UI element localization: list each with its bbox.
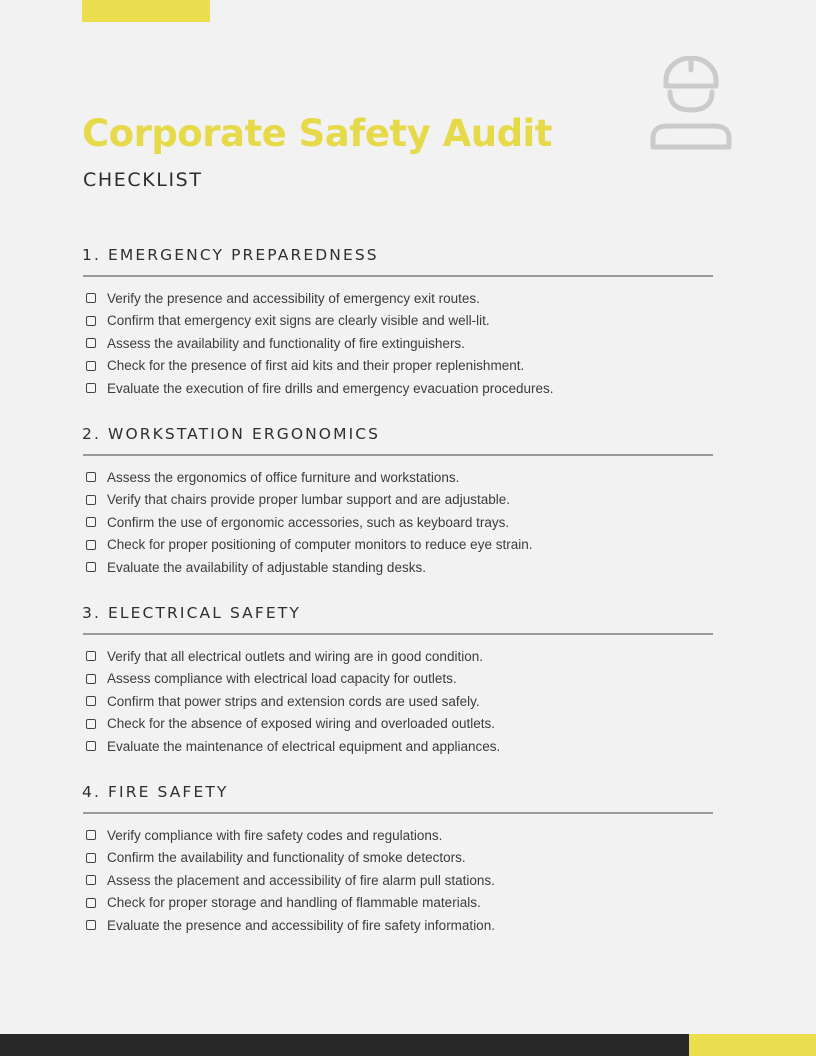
page-subtitle: CHECKLIST [83,169,203,191]
checklist-item [82,310,714,333]
checklist-item [82,668,714,691]
checkbox[interactable] [86,316,96,326]
checklist-item-text: Evaluate the maintenance of electrical equipment and appliances. [107,738,501,754]
checklist-item [82,847,714,870]
checkbox[interactable] [86,651,96,661]
section-title: 2. WORKSTATION ERGONOMICS [82,425,381,443]
checklist-item-text: Evaluate the availability of adjustable standing desks. [107,559,426,575]
checkbox[interactable] [86,696,96,706]
checklist-item-text: Assess the ergonomics of office furniture and workstations. [107,469,460,485]
checklist-item-text: Check for the absence of exposed wiring and overloaded outlets. [107,716,495,732]
checkbox[interactable] [86,338,96,348]
section-fire-safety [82,781,714,937]
checklist-item-text: Confirm the availability and functionality of smoke detectors. [107,850,466,866]
checkbox[interactable] [86,293,96,303]
checklist-item-text: Verify that chairs provide proper lumbar support and are adjustable. [107,492,510,508]
section-divider [83,275,713,277]
checklist-item-text: Confirm that power strips and extension cords are used safely. [107,693,480,709]
section-divider [83,812,713,814]
checkbox[interactable] [86,361,96,371]
checklist [82,287,714,400]
checklist-item-text: Check for proper positioning of computer monitors to reduce eye strain. [107,537,533,553]
checkbox[interactable] [86,517,96,527]
checklist-item [82,824,714,847]
checkbox[interactable] [86,674,96,684]
section-electrical-safety [82,602,714,758]
section-emergency-preparedness [82,244,714,400]
checklist-item [82,892,714,915]
checklist-item-text: Evaluate the execution of fire drills and emergency evacuation procedures. [107,380,554,396]
checklist-item [82,332,714,355]
checklist-item [82,869,714,892]
checklist-item [82,489,714,512]
checkbox[interactable] [86,540,96,550]
footer-accent-bar [689,1034,816,1056]
section-title: 3. ELECTRICAL SAFETY [82,604,301,622]
checklist-item-text: Evaluate the presence and accessibility of fire safety information. [107,917,495,933]
checkbox[interactable] [86,741,96,751]
checkbox[interactable] [86,562,96,572]
checklist-item [82,713,714,736]
checklist-item-text: Check for the presence of first aid kits and their proper replenishment. [107,358,525,374]
checklist [82,466,714,579]
checkbox[interactable] [86,472,96,482]
checkbox[interactable] [86,853,96,863]
checkbox[interactable] [86,875,96,885]
section-divider [83,454,713,456]
checklist-item [82,377,714,400]
page-title: Corporate Safety Audit [82,112,552,155]
checklist-item [82,466,714,489]
checklist-item-text: Confirm that emergency exit signs are clearly visible and well-lit. [107,313,490,329]
checklist-item [82,534,714,557]
checkbox[interactable] [86,920,96,930]
checklist-item-text: Confirm the use of ergonomic accessories, such as keyboard trays. [107,514,510,530]
checklist-item-text: Assess the availability and functionality of fire extinguishers. [107,335,465,351]
top-accent-bar [82,0,210,22]
checkbox[interactable] [86,830,96,840]
checklist-item-text: Verify compliance with fire safety codes and regulations. [107,827,443,843]
checklist-item [82,690,714,713]
checkbox[interactable] [86,495,96,505]
checklist-item-text: Check for proper storage and handling of flammable materials. [107,895,481,911]
checkbox[interactable] [86,898,96,908]
checklist-item-text: Verify the presence and accessibility of emergency exit routes. [107,290,480,306]
section-title: 4. FIRE SAFETY [82,783,229,801]
checklist-item [82,735,714,758]
checklist-item [82,645,714,668]
section-title: 1. EMERGENCY PREPAREDNESS [82,246,379,264]
checklist [82,824,714,937]
checklist-item-text: Verify that all electrical outlets and wiring are in good condition. [107,648,483,664]
checkbox[interactable] [86,383,96,393]
footer-dark-bar [0,1034,689,1056]
checklist-item [82,355,714,378]
checklist [82,645,714,758]
checklist-item [82,556,714,579]
section-divider [83,633,713,635]
section-workstation-ergonomics [82,423,714,579]
checklist-item-text: Assess the placement and accessibility of fire alarm pull stations. [107,872,495,888]
checklist-item [82,914,714,937]
construction-worker-icon [648,56,734,152]
checklist-item [82,287,714,310]
checklist-item-text: Assess compliance with electrical load capacity for outlets. [107,671,457,687]
checkbox[interactable] [86,719,96,729]
checklist-item [82,511,714,534]
